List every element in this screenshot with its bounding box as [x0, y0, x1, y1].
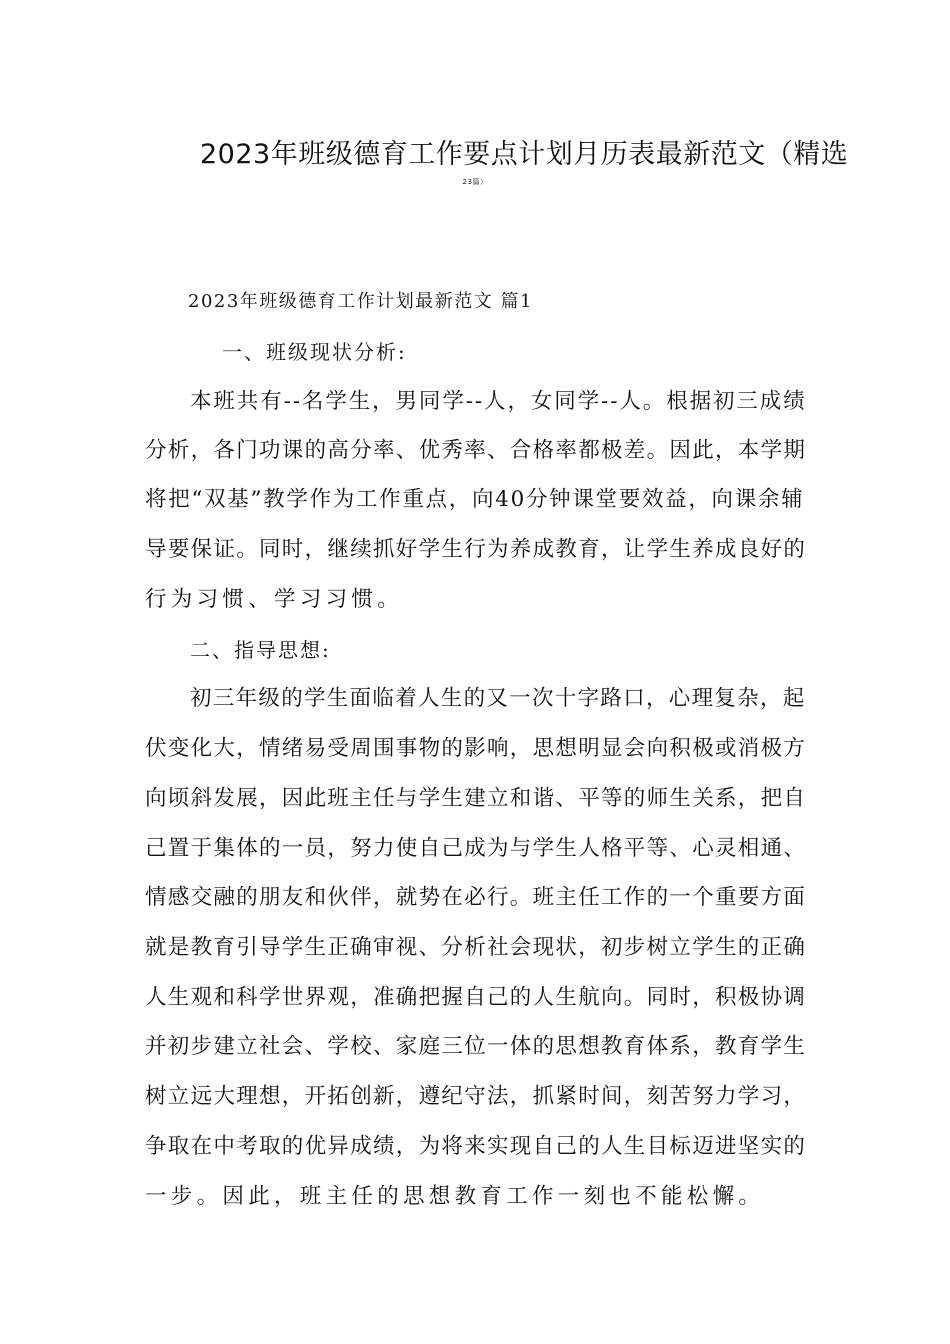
section-heading: 一、班级现状分析: [222, 340, 407, 364]
paragraph-line: 伏变化大，情绪易受周围事物的影响，思想明显会向积极或消极方 [145, 736, 807, 761]
paragraph-line: 初三年级的学生面临着人生的又一次十字路口，心理复杂，起 [190, 686, 806, 711]
paragraph-line: 本班共有--名学生，男同学--人，女同学--人。根据初三成绩 [190, 389, 807, 414]
paragraph-line: 向顷斜发展，因此班主任与学生建立和谐、平等的师生关系，把自 [145, 786, 807, 811]
paragraph-line: 将把“双基”教学作为工作重点，向40分钟课堂要效益，向课余辅 [145, 487, 805, 512]
paragraph-line: 人生观和科学世界观，准确把握自己的人生航向。同时，积极协调 [145, 985, 807, 1010]
paragraph-line: 分析，各门功课的高分率、优秀率、合格率都极差。因此，本学期 [145, 438, 807, 463]
paragraph-line: 行为习惯、学习习惯。 [145, 587, 404, 612]
paragraph-line: 一步。因此，班主任的思想教育工作一刻也不能松懈。 [145, 1184, 765, 1209]
paragraph-line: 争取在中考取的优异成绩，为将来实现自己的人生目标迈进坚实的 [145, 1134, 807, 1159]
paragraph-line: 导要保证。同时，继续抓好学生行为养成教育，让学生养成良好的 [145, 537, 807, 562]
paragraph-line: 情感交融的朋友和伙伴，就势在必行。班主任工作的一个重要方面 [145, 885, 807, 910]
section-heading: 二、指导思想: [190, 638, 331, 662]
paragraph-line: 并初步建立社会、学校、家庭三位一体的思想教育体系，教育学生 [145, 1034, 807, 1059]
document-title-line-2: 23篇） [462, 178, 488, 186]
article-subtitle: 2023年班级德育工作计划最新范文 篇1 [188, 291, 533, 312]
paragraph-line: 己置于集体的一员，努力使自己成为与学生人格平等、心灵相通、 [145, 836, 807, 861]
paragraph-line: 就是教育引导学生正确审视、分析社会现状，初步树立学生的正确 [145, 935, 807, 960]
paragraph-line: 树立远大理想，开拓创新，遵纪守法，抓紧时间，刻苦努力学习， [145, 1084, 807, 1109]
document-title-line-1: 2023年班级德育工作要点计划月历表最新范文（精选 [200, 139, 849, 170]
